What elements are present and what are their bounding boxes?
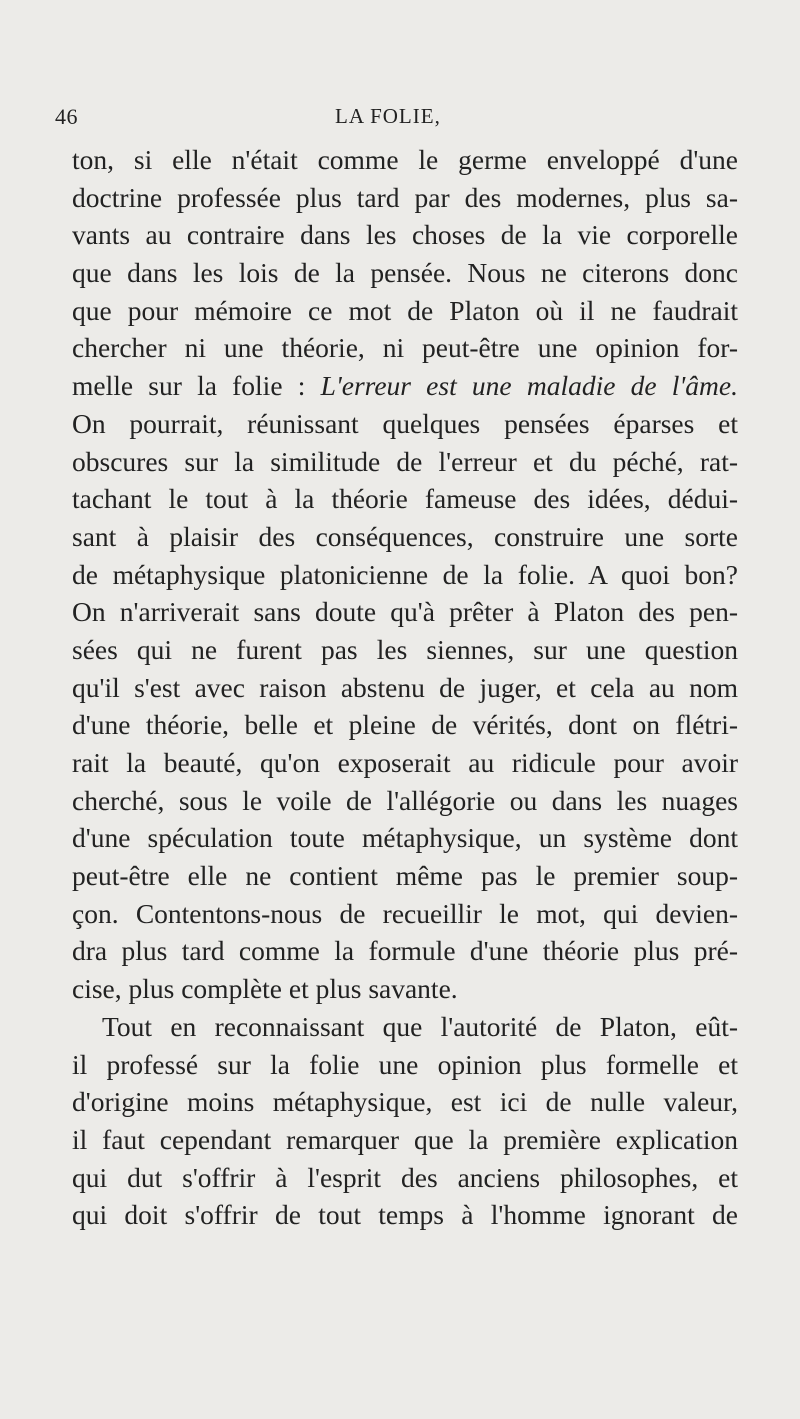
text-line: tachant le tout à la théorie fameuse des idées, dédui- <box>72 483 738 515</box>
text-line: d'une théorie, belle et pleine de vérités, dont on flétri- <box>72 709 738 741</box>
text-line: sées qui ne furent pas les siennes, sur une question <box>72 633 738 665</box>
body-text <box>72 141 738 1234</box>
text-line: sant à plaisir des conséquences, construire une sorte <box>72 520 738 552</box>
platon-quote: L'erreur est une maladie de l'âme. <box>320 370 738 402</box>
running-title: LA FOLIE, <box>335 104 441 128</box>
text-line: On pourrait, réunissant quelques pensées éparses et <box>72 407 738 439</box>
running-head <box>55 104 715 134</box>
text-line: vants au contraire dans les choses de la vie corporelle <box>72 219 738 251</box>
text-line: çon. Contentons-nous de recueillir le mot, qui devien- <box>72 897 738 929</box>
text-line: cise, plus complète et plus savante. <box>72 973 458 1005</box>
text-line: qui doit s'offrir de tout temps à l'homme ignorant de <box>72 1199 738 1231</box>
text-line: Tout en reconnaissant que l'autorité de Platon, eût- <box>102 1010 738 1042</box>
text-line: que dans les lois de la pensée. Nous ne citerons donc <box>72 257 738 289</box>
text-line: il faut cependant remarquer que la première explication <box>72 1123 738 1155</box>
text-line: il professé sur la folie une opinion plus formelle et <box>72 1048 738 1080</box>
text-line: chercher ni une théorie, ni peut-être une opinion for- <box>72 332 738 364</box>
text-line: doctrine professée plus tard par des modernes, plus sa- <box>72 181 738 213</box>
text-line: de métaphysique platonicienne de la folie. A quoi bon? <box>72 558 738 590</box>
page-number: 46 <box>55 104 78 129</box>
text-line: peut-être elle ne contient même pas le premier soup- <box>72 860 738 892</box>
text-line <box>72 367 738 405</box>
text-line: rait la beauté, qu'on exposerait au ridicule pour avoir <box>72 747 738 778</box>
text-segment: melle sur la folie : <box>72 370 321 402</box>
text-line: On n'arriverait sans doute qu'à prêter à Platon des pen- <box>72 596 738 628</box>
text-line: que pour mémoire ce mot de Platon où il ne faudrait <box>72 294 738 326</box>
text-line: d'une spéculation toute métaphysique, un système dont <box>72 822 738 854</box>
text-line: ton, si elle n'était comme le germe enveloppé d'une <box>72 144 738 175</box>
text-line: qu'il s'est avec raison abstenu de juger, et cela au nom <box>72 671 738 703</box>
text-line: d'origine moins métaphysique, est ici de nulle valeur, <box>72 1086 738 1118</box>
text-line: dra plus tard comme la formule d'une théorie plus pré- <box>72 935 738 967</box>
text-line: cherché, sous le voile de l'allégorie ou dans les nuages <box>72 784 738 816</box>
text-line: qui dut s'offrir à l'esprit des anciens philosophes, et <box>72 1161 738 1193</box>
text-line: obscures sur la similitude de l'erreur et du péché, rat- <box>72 445 738 477</box>
